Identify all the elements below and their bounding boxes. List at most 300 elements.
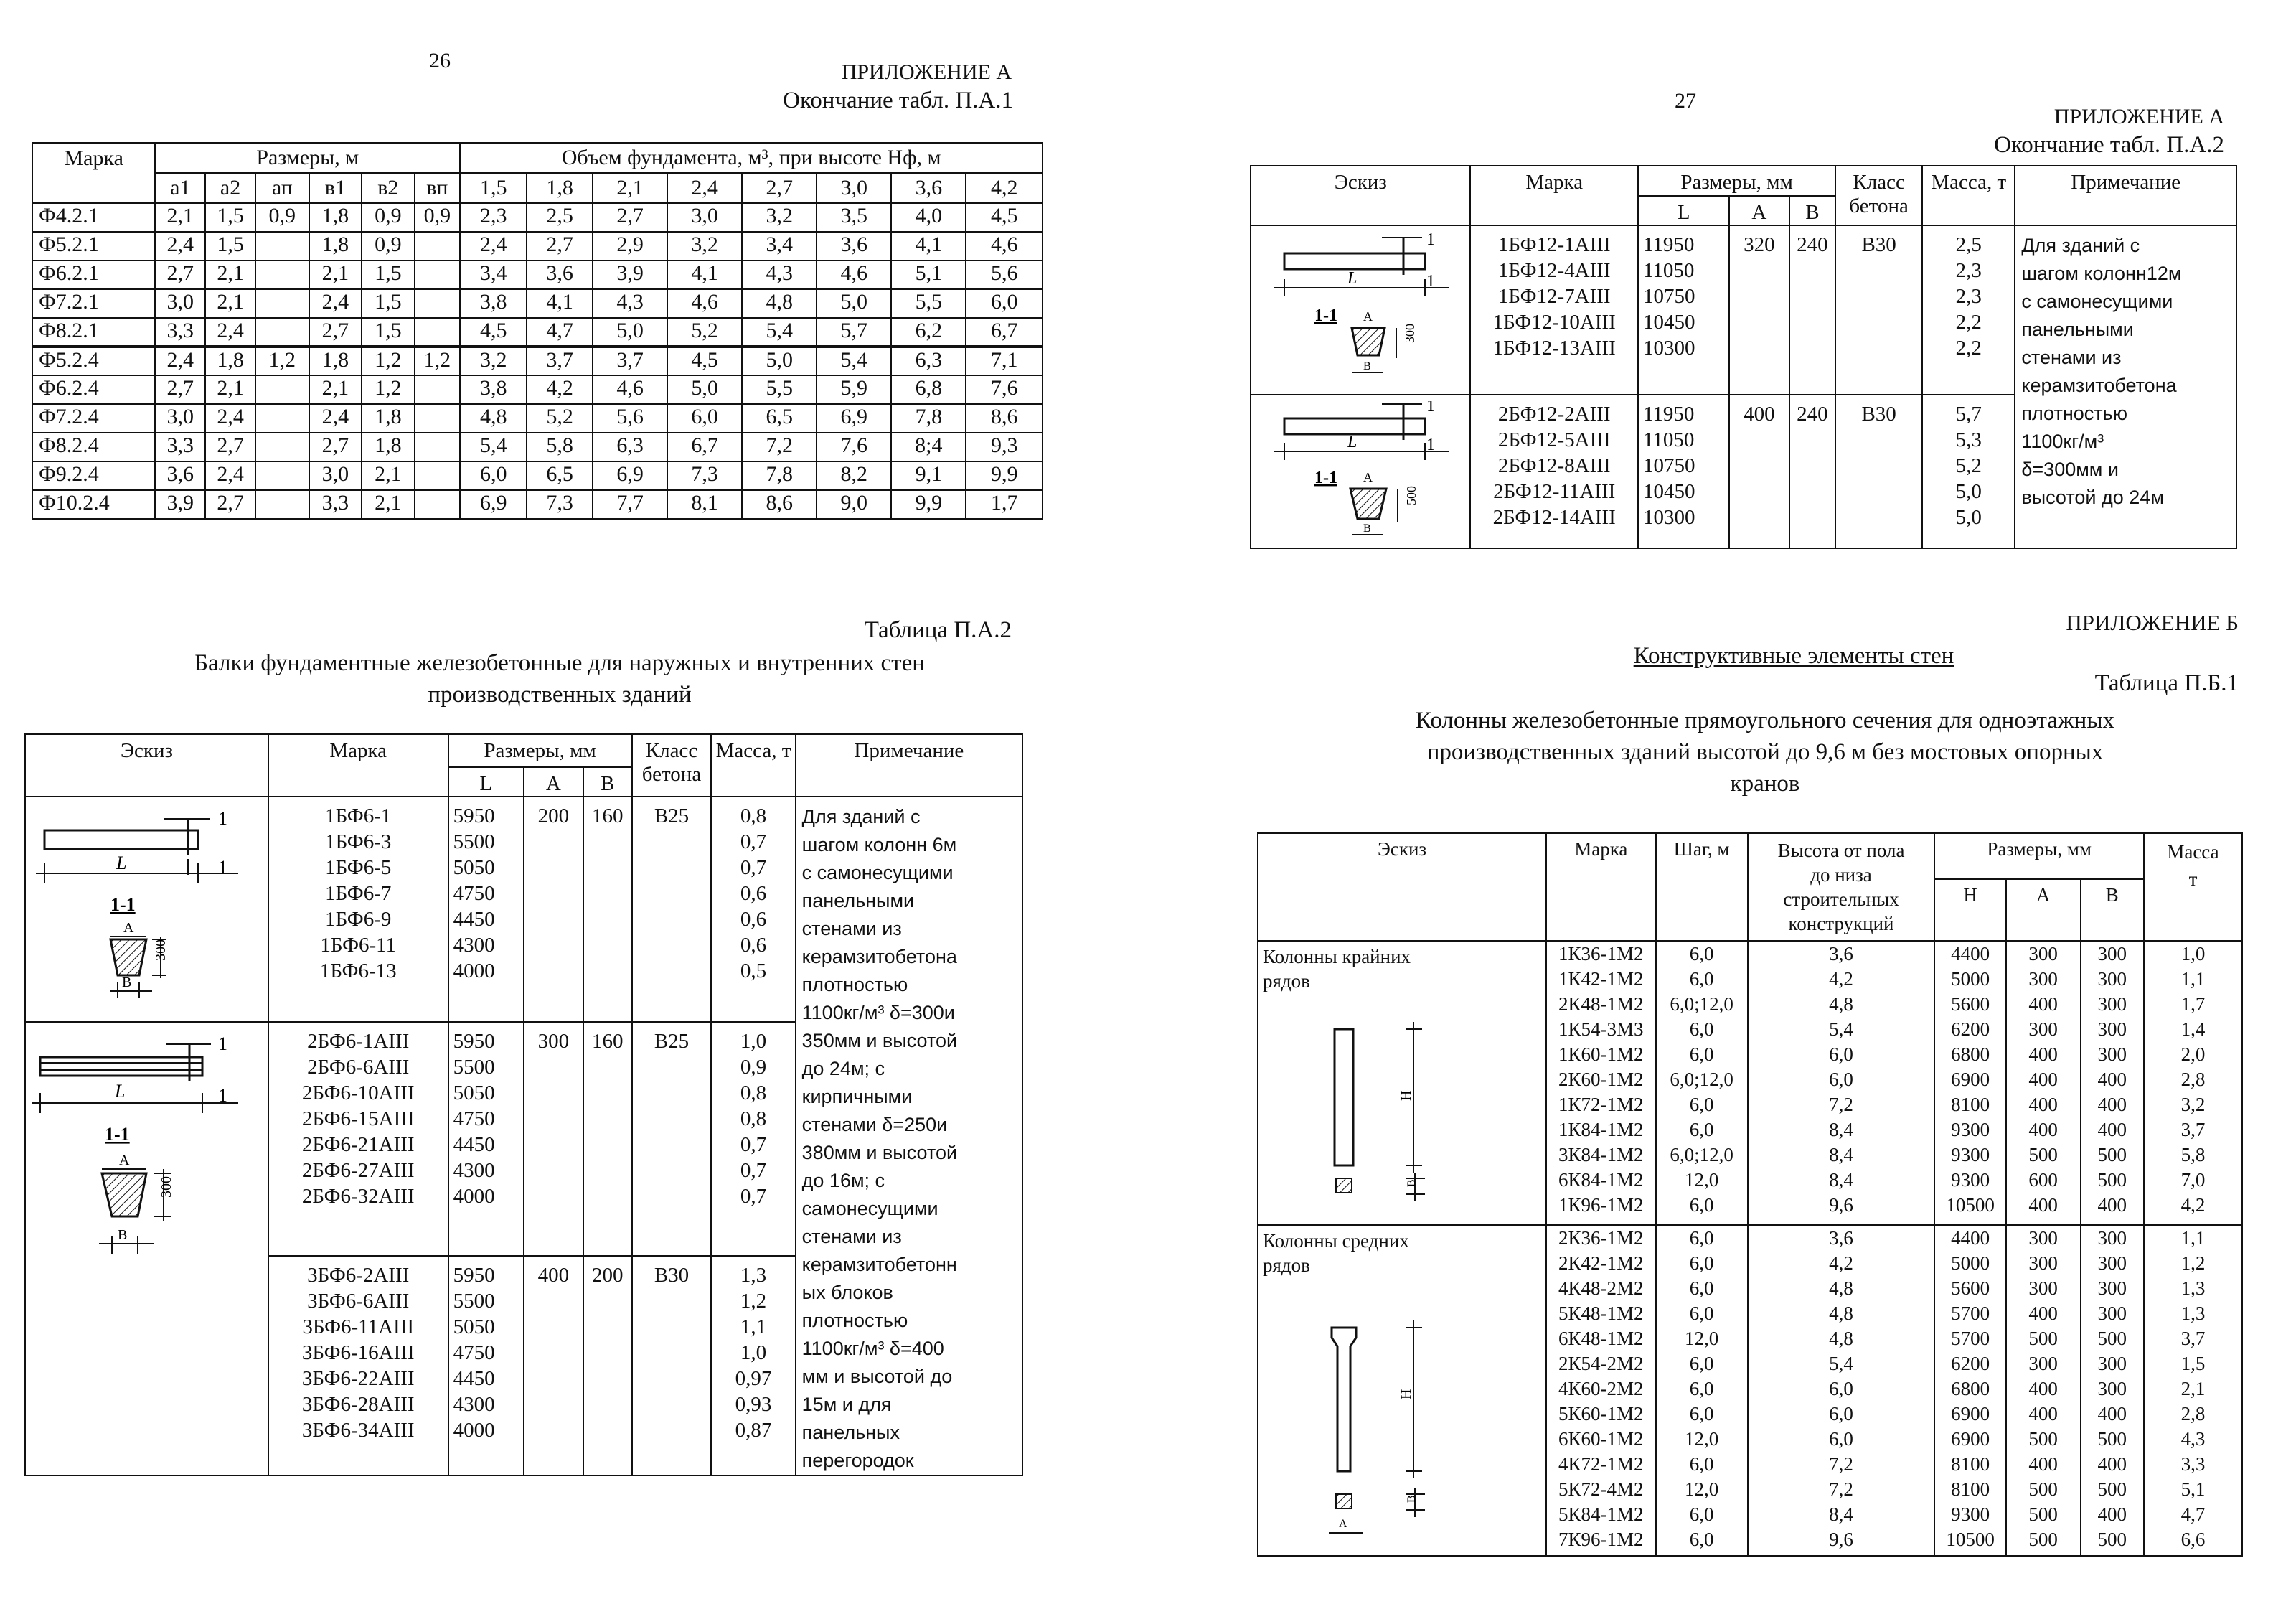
list-line: 2К36-1М2 <box>1558 1227 1644 1249</box>
pa2e-header-sketch: Эскиз <box>1251 166 1470 225</box>
list-line: ых блоков <box>801 1282 893 1303</box>
list-line: 600 <box>2028 1169 2058 1191</box>
list-line: 6К60-1М2 <box>1558 1428 1644 1450</box>
list-line: 1100кг/м³ δ=300и <box>801 1002 955 1023</box>
A-cell: 320 <box>1729 225 1789 395</box>
volume-cell: 6,9 <box>593 461 667 490</box>
list-line: 400 <box>2028 1453 2058 1475</box>
volume-cell: 4,3 <box>742 261 817 289</box>
mark-cell: Ф8.2.4 <box>32 433 155 461</box>
list-line: панельными <box>801 890 915 911</box>
mark-cell: Ф6.2.1 <box>32 261 155 289</box>
list-line: 2К42-1М2 <box>1558 1252 1644 1274</box>
list-line: 3БФ6-11АIII <box>302 1315 415 1338</box>
svg-text:B: B <box>1406 1179 1418 1187</box>
list-line: плотностью <box>2021 403 2127 424</box>
svg-text:1: 1 <box>1426 401 1435 416</box>
list-line: 9,6 <box>1829 1529 1853 1550</box>
a1-cell: 3,6 <box>155 461 205 490</box>
L-cell <box>1638 395 1729 548</box>
list-line: шагом колонн 6м <box>801 834 957 855</box>
volume-cell: 5,0 <box>742 347 817 375</box>
a2-cell: 1,8 <box>205 347 255 375</box>
svg-text:1: 1 <box>1426 436 1435 454</box>
volume-cell: 3,8 <box>460 375 527 404</box>
list-line: 300 <box>2097 968 2127 990</box>
list-line: 400 <box>2097 1119 2127 1140</box>
step-cell <box>1656 941 1748 1225</box>
pa2-header-A: А <box>524 767 583 797</box>
list-line: 1,0 <box>740 1341 767 1364</box>
b2-cell: 0,9 <box>362 203 414 232</box>
volume-cell: 6,5 <box>527 461 593 490</box>
svg-text:L: L <box>1347 433 1358 451</box>
list-line: 0,7 <box>740 830 767 853</box>
svg-text:A: A <box>123 920 134 936</box>
volume-cell: 4,1 <box>527 289 593 318</box>
list-line: 2,5 <box>1955 233 1982 256</box>
volume-cell: 4,1 <box>891 232 966 261</box>
subheader-cell: 3,6 <box>891 173 966 203</box>
bp-cell <box>415 232 461 261</box>
list-line: 300 <box>2028 1277 2058 1299</box>
volume-cell: 8,6 <box>966 404 1043 433</box>
list-line: 300 <box>2028 1353 2058 1374</box>
list-line: 4300 <box>453 1159 495 1182</box>
table-pa1 <box>32 142 1043 520</box>
list-line: 2БФ12-2АIII <box>1497 403 1611 426</box>
list-line: 12,0 <box>1684 1169 1719 1191</box>
pb1-header-height <box>1748 833 1935 941</box>
list-line: 1,0 <box>2180 943 2206 965</box>
ap-cell <box>255 232 309 261</box>
b2-cell: 1,5 <box>362 318 414 347</box>
a1-cell: 3,0 <box>155 404 205 433</box>
list-line: 4750 <box>453 882 495 905</box>
beam-sketch <box>1256 232 1457 390</box>
note-cell <box>796 797 1022 1475</box>
list-line: 9300 <box>1951 1144 1990 1165</box>
list-line: 1,1 <box>2180 968 2206 990</box>
list-line: 300 <box>2028 943 2058 965</box>
list-line: 4750 <box>453 1341 495 1364</box>
list-line: 9300 <box>1951 1503 1990 1525</box>
pb1-header-H: Н <box>1934 879 2005 941</box>
volume-cell: 7,7 <box>593 490 667 519</box>
list-line: кирпичными <box>801 1086 913 1107</box>
list-line: 5К60-1М2 <box>1558 1403 1644 1425</box>
list-line: 4750 <box>453 1107 495 1130</box>
list-line: 4450 <box>453 908 495 931</box>
list-line: 8,4 <box>1829 1503 1853 1525</box>
volume-cell: 5,0 <box>667 375 742 404</box>
list-line: 9300 <box>1951 1119 1990 1140</box>
column-sketch <box>1263 1277 1514 1550</box>
list-line: 300 <box>2028 1252 2058 1274</box>
list-line: 3БФ6-16АIII <box>301 1341 415 1364</box>
list-line: стенами из <box>2021 347 2122 368</box>
pb1-header-sizes: Размеры, мм <box>1934 833 2144 879</box>
list-line: 2,2 <box>1955 311 1982 334</box>
list-line: до низа <box>1810 864 1872 886</box>
pb1-header-mass <box>2144 833 2242 941</box>
a1-cell: 2,7 <box>155 261 205 289</box>
volume-cell: 3,7 <box>593 347 667 375</box>
list-line: 1К54-3М3 <box>1558 1018 1644 1040</box>
mark-cell: Ф9.2.4 <box>32 461 155 490</box>
list-line: 1100кг/м³ <box>2021 431 2104 452</box>
list-line: 11050 <box>1643 428 1695 451</box>
list-line: 5050 <box>453 1315 495 1338</box>
list-line: 300 <box>2097 1378 2127 1399</box>
mark-cell <box>1470 395 1638 548</box>
volume-cell: 7,6 <box>966 375 1043 404</box>
subheader-cell: а2 <box>205 173 255 203</box>
list-line: 8,4 <box>1829 1169 1853 1191</box>
list-line: 3,7 <box>2180 1328 2206 1349</box>
list-line: 5050 <box>453 856 495 879</box>
ap-cell: 1,2 <box>255 347 309 375</box>
table-pb1 <box>1257 832 2243 1557</box>
list-line: 10300 <box>1643 337 1695 360</box>
list-line: 6,0;12,0 <box>1670 1144 1733 1165</box>
list-line: 4,7 <box>2180 1503 2206 1525</box>
list-line: шагом колонн12м <box>2021 263 2182 284</box>
list-line: 4400 <box>1951 943 1990 965</box>
list-line: 1К36-1М2 <box>1558 943 1644 965</box>
a2-cell: 2,7 <box>205 433 255 461</box>
list-line: 1,5 <box>2180 1353 2206 1374</box>
svg-text:300: 300 <box>159 1176 174 1198</box>
a2-cell: 2,1 <box>205 261 255 289</box>
svg-text:1: 1 <box>218 808 227 829</box>
list-line: 2БФ12-8АIII <box>1497 454 1611 477</box>
pa2e-header-class: Класс бетона <box>1835 166 1922 225</box>
list-line: 5950 <box>453 1030 495 1053</box>
bp-cell <box>415 461 461 490</box>
list-line: 4000 <box>453 1419 495 1442</box>
svg-text:300: 300 <box>1403 324 1417 343</box>
svg-text:B: B <box>1363 360 1371 372</box>
list-line: 0,7 <box>740 856 767 879</box>
volume-cell: 6,9 <box>817 404 891 433</box>
list-line: 400 <box>2097 1069 2127 1090</box>
ap-cell <box>255 404 309 433</box>
svg-text:L: L <box>116 853 127 873</box>
pa2-header-B: В <box>583 767 632 797</box>
volume-cell: 6,3 <box>593 433 667 461</box>
volume-cell: 5,8 <box>527 433 593 461</box>
volume-cell: 4,2 <box>527 375 593 404</box>
list-line: 0,7 <box>740 1159 767 1182</box>
volume-cell: 5,4 <box>817 347 891 375</box>
svg-text:H: H <box>1398 1389 1414 1399</box>
list-line: 5,7 <box>1955 403 1982 426</box>
list-line: 4К72-1М2 <box>1558 1453 1644 1475</box>
a1-cell: 2,4 <box>155 232 205 261</box>
pa2-group-row <box>25 797 1022 1022</box>
pb1-group-row <box>1258 941 2242 1225</box>
list-line: 7К96-1М2 <box>1558 1529 1644 1550</box>
volume-cell: 1,7 <box>966 490 1043 519</box>
volume-cell: 4,6 <box>667 289 742 318</box>
list-line: 1,2 <box>740 1290 767 1313</box>
a2-cell: 2,4 <box>205 461 255 490</box>
mass-cell <box>711 1022 795 1256</box>
table-row <box>32 461 1043 490</box>
svg-text:1-1: 1-1 <box>105 1124 130 1145</box>
pa2e-header-A: А <box>1729 196 1789 225</box>
class-cell: В30 <box>632 1256 712 1475</box>
list-line: 6К48-1М2 <box>1558 1328 1644 1349</box>
b1-cell: 1,8 <box>309 232 362 261</box>
volume-cell: 2,9 <box>593 232 667 261</box>
list-line: 400 <box>2097 1194 2127 1216</box>
ap-cell <box>255 289 309 318</box>
list-line: Для зданий с <box>2021 235 2140 256</box>
list-line: 500 <box>2028 1503 2058 1525</box>
list-line: мм и высотой до <box>801 1366 953 1387</box>
b2-cell: 2,1 <box>362 461 414 490</box>
b2-cell: 1,8 <box>362 404 414 433</box>
mark-cell <box>1546 1225 1655 1556</box>
mark-cell: Ф8.2.1 <box>32 318 155 347</box>
svg-text:1-1: 1-1 <box>1314 469 1337 487</box>
list-line: 15м и для <box>801 1394 892 1415</box>
list-line: 6900 <box>1951 1428 1990 1450</box>
L-cell <box>448 1022 524 1256</box>
b1-cell: 1,8 <box>309 347 362 375</box>
volume-cell: 7,3 <box>667 461 742 490</box>
volume-cell: 9,9 <box>891 490 966 519</box>
a2-cell: 2,1 <box>205 289 255 318</box>
volume-cell: 5,7 <box>817 318 891 347</box>
list-line: до 24м; с <box>801 1058 885 1079</box>
mark-cell: Ф7.2.4 <box>32 404 155 433</box>
volume-cell: 3,7 <box>527 347 593 375</box>
ap-cell <box>255 490 309 519</box>
list-line: 0,8 <box>740 1081 767 1104</box>
volume-cell: 6,2 <box>891 318 966 347</box>
list-line: 10750 <box>1643 285 1695 308</box>
list-line: 300 <box>2097 1043 2127 1065</box>
volume-cell: 2,4 <box>460 232 527 261</box>
mark-cell <box>1470 225 1638 395</box>
list-line: 8100 <box>1951 1094 1990 1115</box>
a1-cell: 3,9 <box>155 490 205 519</box>
list-line: т <box>2188 868 2198 890</box>
list-line: 5,2 <box>1955 454 1982 477</box>
volume-cell: 2,3 <box>460 203 527 232</box>
b2-cell: 1,5 <box>362 289 414 318</box>
list-line: 6,0 <box>1829 1428 1853 1450</box>
pb1-header-mark: Марка <box>1546 833 1655 941</box>
list-line: рядов <box>1263 970 1310 992</box>
list-line: 500 <box>2097 1169 2127 1191</box>
list-line: 5600 <box>1951 993 1990 1015</box>
mark-cell: Ф5.2.1 <box>32 232 155 261</box>
list-line: Для зданий с <box>801 806 921 827</box>
volume-cell: 7,8 <box>742 461 817 490</box>
bp-cell <box>415 490 461 519</box>
list-line: 1,3 <box>2180 1277 2206 1299</box>
pb1-group-row <box>1258 1225 2242 1556</box>
list-line: 0,7 <box>740 1133 767 1156</box>
list-line: 7,2 <box>1829 1094 1853 1115</box>
continuation-label-right: Окончание табл. П.А.2 <box>1994 132 2224 158</box>
A-cell <box>2006 941 2081 1225</box>
volume-cell: 4,8 <box>742 289 817 318</box>
list-line: 5,0 <box>1955 480 1982 503</box>
list-line: 4,2 <box>1829 968 1853 990</box>
list-line: 6,0 <box>1829 1378 1853 1399</box>
volume-cell: 4,0 <box>891 203 966 232</box>
volume-cell: 9,1 <box>891 461 966 490</box>
list-line: 1К84-1М2 <box>1558 1119 1644 1140</box>
volume-cell: 3,2 <box>742 203 817 232</box>
subheader-cell: 2,4 <box>667 173 742 203</box>
a2-cell: 2,4 <box>205 404 255 433</box>
list-line: 12,0 <box>1684 1478 1719 1500</box>
table-row <box>32 404 1043 433</box>
group-label <box>1263 1229 1541 1277</box>
list-line: 5000 <box>1951 968 1990 990</box>
ap-cell <box>255 318 309 347</box>
volume-cell: 3,2 <box>460 347 527 375</box>
list-line: панельных <box>801 1422 900 1443</box>
mark-cell: Ф7.2.1 <box>32 289 155 318</box>
list-line: 2БФ6-21АIII <box>301 1133 415 1156</box>
a1-cell: 2,7 <box>155 375 205 404</box>
mark-cell: Ф4.2.1 <box>32 203 155 232</box>
height-cell <box>1748 1225 1935 1556</box>
volume-cell: 4,8 <box>460 404 527 433</box>
class-cell: В25 <box>632 1022 712 1256</box>
svg-text:B: B <box>1363 522 1371 535</box>
list-line: 2,8 <box>2180 1069 2206 1090</box>
table-row <box>32 318 1043 347</box>
svg-text:1: 1 <box>218 857 227 878</box>
list-line: 11950 <box>1643 403 1695 426</box>
list-line: 2БФ12-5АIII <box>1497 428 1611 451</box>
step-cell <box>1656 1225 1748 1556</box>
column-sketch <box>1263 993 1514 1209</box>
table-pb1-title: Колонны железобетонные прямоугольного сечения для одноэтажных производственных зданий высотой до 9,6 м без мостовых опорных кранов <box>1416 708 2114 797</box>
volume-cell: 2,7 <box>593 203 667 232</box>
list-line: Колонны крайних <box>1263 946 1411 967</box>
list-line: 4,8 <box>1829 1277 1853 1299</box>
list-line: 0,9 <box>740 1056 767 1079</box>
list-line: 2БФ6-10АIII <box>301 1081 415 1104</box>
list-line: 12,0 <box>1684 1428 1719 1450</box>
list-line: 500 <box>2097 1144 2127 1165</box>
list-line: 7,2 <box>1829 1453 1853 1475</box>
subheader-cell: в2 <box>362 173 414 203</box>
list-line: 0,8 <box>740 1107 767 1130</box>
list-line: 300 <box>2097 1277 2127 1299</box>
volume-cell: 3,8 <box>460 289 527 318</box>
list-line: 5000 <box>1951 1252 1990 1274</box>
height-cell <box>1748 941 1935 1225</box>
table-row <box>32 203 1043 232</box>
subheader-cell: а1 <box>155 173 205 203</box>
list-line: 5,1 <box>2180 1478 2206 1500</box>
subheader-cell: в1 <box>309 173 362 203</box>
volume-cell: 4,6 <box>966 232 1043 261</box>
pa2e-header-note: Примечание <box>2015 166 2236 225</box>
class-cell: В30 <box>1835 225 1922 395</box>
list-line: δ=300мм и <box>2021 459 2119 480</box>
ap-cell <box>255 461 309 490</box>
list-line: 6,6 <box>2180 1529 2206 1550</box>
table-row <box>32 261 1043 289</box>
volume-cell: 9,0 <box>817 490 891 519</box>
list-line: 7,2 <box>1829 1478 1853 1500</box>
list-line: 2БФ6-6АIII <box>307 1056 410 1079</box>
list-line: 300 <box>2028 968 2058 990</box>
list-line: 0,97 <box>735 1367 772 1390</box>
a2-cell: 2,1 <box>205 375 255 404</box>
b1-cell: 2,4 <box>309 289 362 318</box>
list-line: 5600 <box>1951 1277 1990 1299</box>
list-line: 2БФ12-14АIII <box>1492 506 1616 529</box>
list-line: 2,3 <box>1955 285 1982 308</box>
list-line: 5,4 <box>1829 1353 1853 1374</box>
b1-cell: 2,4 <box>309 404 362 433</box>
list-line: 2БФ6-27АIII <box>301 1159 415 1182</box>
list-line: 6900 <box>1951 1069 1990 1090</box>
list-line: 2К54-2М2 <box>1558 1353 1644 1374</box>
list-line: 1,3 <box>2180 1303 2206 1324</box>
mark-cell: Ф10.2.4 <box>32 490 155 519</box>
volume-cell: 8;4 <box>891 433 966 461</box>
volume-cell: 5,6 <box>966 261 1043 289</box>
list-line: 1БФ12-10АIII <box>1492 311 1616 334</box>
list-line: до 16м; с <box>801 1170 885 1191</box>
list-line: 2,0 <box>2180 1043 2206 1065</box>
list-line: 6,0 <box>1689 968 1714 990</box>
table-row <box>32 289 1043 318</box>
list-line: 10500 <box>1946 1194 1995 1216</box>
list-line: 400 <box>2097 1403 2127 1425</box>
list-line: 1,4 <box>2180 1018 2206 1040</box>
mass-cell <box>1922 225 2015 395</box>
pa2-header-class: Класс бетона <box>632 734 712 797</box>
subheader-cell: 2,1 <box>593 173 667 203</box>
svg-text:1-1: 1-1 <box>1314 306 1337 325</box>
list-line: 6,0 <box>1829 1403 1853 1425</box>
list-line: 380мм и высотой <box>801 1142 958 1163</box>
volume-cell: 4,7 <box>527 318 593 347</box>
list-line: 6,0 <box>1689 1378 1714 1399</box>
list-line: 5700 <box>1951 1303 1990 1324</box>
beam-sketch <box>30 803 245 1018</box>
list-line: 4,8 <box>1829 1328 1853 1349</box>
volume-cell: 4,6 <box>817 261 891 289</box>
list-line: 2БФ12-11АIII <box>1493 480 1616 503</box>
list-line: 0,6 <box>740 908 767 931</box>
list-line: 7,0 <box>2180 1169 2206 1191</box>
volume-cell: 3,2 <box>667 232 742 261</box>
list-line: 3,6 <box>1829 1227 1853 1249</box>
pb1-header-sketch: Эскиз <box>1258 833 1546 941</box>
list-line: 4000 <box>453 1185 495 1208</box>
svg-text:L: L <box>1347 269 1358 288</box>
b1-cell: 3,3 <box>309 490 362 519</box>
svg-text:B: B <box>118 1227 128 1243</box>
list-line: 4,2 <box>2180 1194 2206 1216</box>
list-line: 6,0 <box>1689 1018 1714 1040</box>
